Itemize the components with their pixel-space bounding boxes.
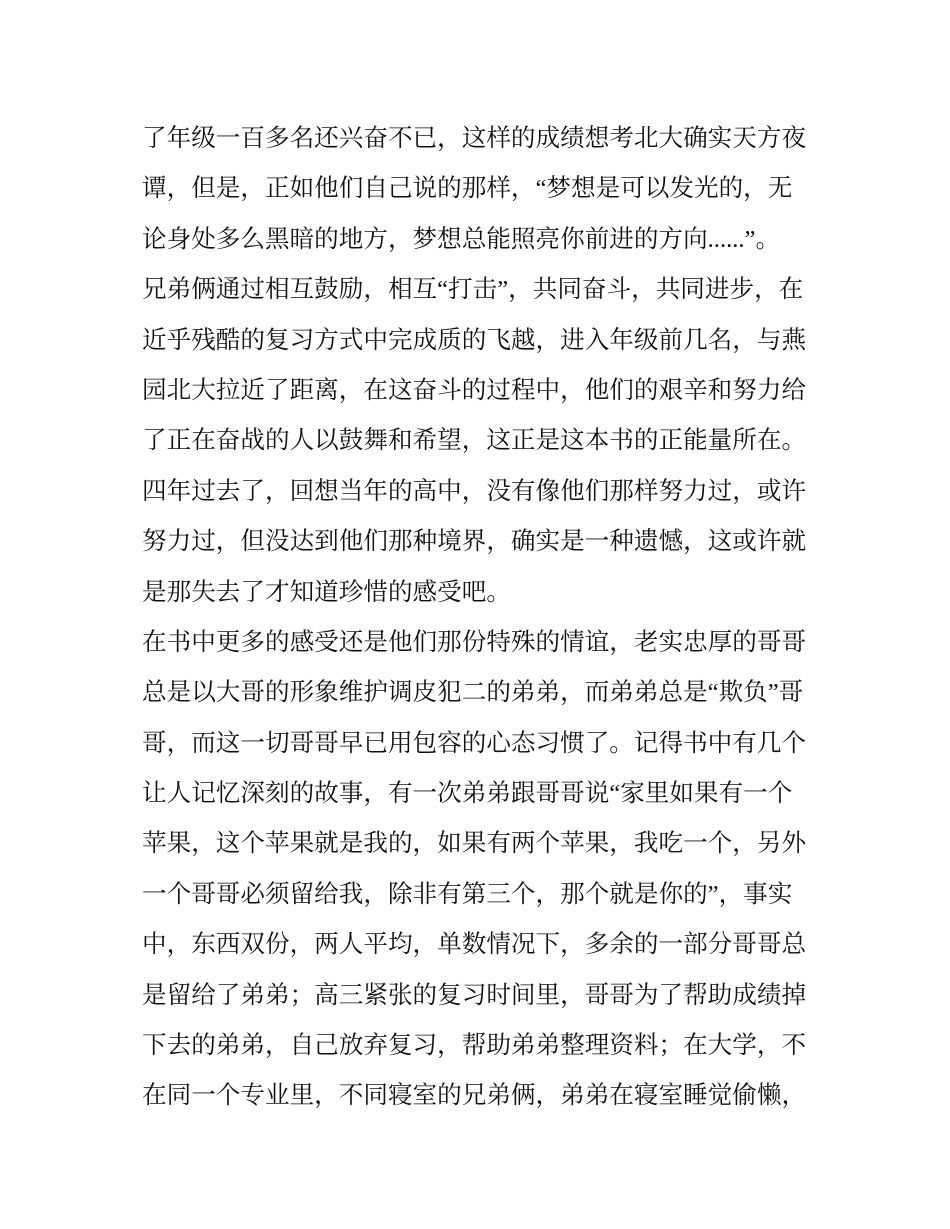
text-line: 一个哥哥必须留给我，除非有第三个，那个就是你的”，事实: [142, 880, 793, 908]
text-line: 是那失去了才知道珍惜的感受吧。: [142, 578, 511, 606]
text-line: 兄弟俩通过相互鼓励，相互“打击”，共同奋斗，共同进步，在: [142, 276, 804, 304]
text-line: 谭，但是，正如他们自己说的那样，“梦想是可以发光的，无: [142, 175, 793, 203]
text-line: 四年过去了，回想当年的高中，没有像他们那样努力过，或许: [142, 477, 807, 505]
text-line: 了正在奋战的人以鼓舞和希望，这正是这本书的正能量所在。: [142, 427, 807, 455]
text-line: 在书中更多的感受还是他们那份特殊的情谊，老实忠厚的哥哥: [142, 628, 807, 656]
text-line: 论身处多么黑暗的地方，梦想总能照亮你前进的方向......”。: [142, 225, 781, 253]
text-line: 努力过，但没达到他们那种境界，确实是一种遗憾，这或许就: [142, 528, 807, 556]
text-line: 在同一个专业里，不同寝室的兄弟俩，弟弟在寝室睡觉偷懒，: [142, 1082, 807, 1110]
text-line: 总是以大哥的形象维护调皮犯二的弟弟，而弟弟总是“欺负”哥: [142, 679, 804, 707]
text-line: 中，东西双份，两人平均，单数情况下，多余的一部分哥哥总: [142, 931, 807, 959]
text-line: 哥，而这一切哥哥早已用包容的心态习惯了。记得书中有几个: [142, 729, 807, 757]
document-page: [142, 114, 822, 1122]
text-line: 苹果，这个苹果就是我的，如果有两个苹果，我吃一个，另外: [142, 830, 807, 858]
text-line: 园北大拉近了距离，在这奋斗的过程中，他们的艰辛和努力给: [142, 376, 807, 404]
text-line: 下去的弟弟，自己放弃复习，帮助弟弟整理资料；在大学，不: [142, 1032, 807, 1060]
text-line: 让人记忆深刻的故事，有一次弟弟跟哥哥说“家里如果有一个: [142, 780, 793, 808]
text-line: 近乎残酷的复习方式中完成质的飞越，进入年级前几名，与燕: [142, 326, 807, 354]
text-line: 是留给了弟弟；高三紧张的复习时间里，哥哥为了帮助成绩掉: [142, 981, 807, 1009]
text-line: 了年级一百多名还兴奋不已，这样的成绩想考北大确实天方夜: [142, 125, 807, 152]
